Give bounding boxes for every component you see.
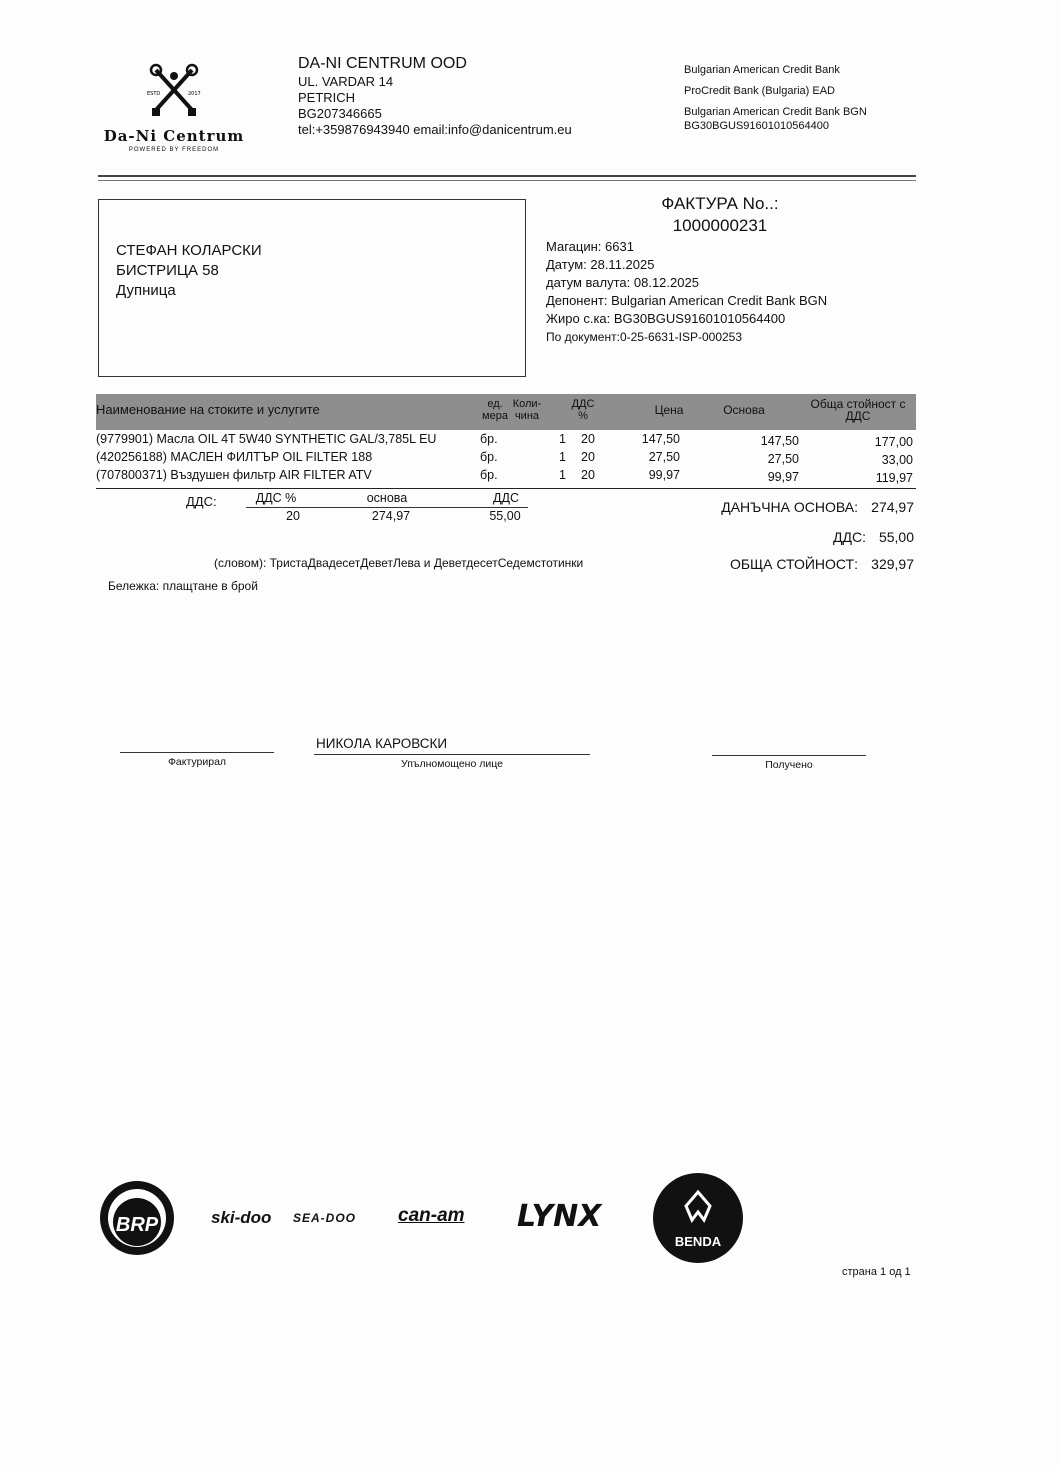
benda-emblem-icon	[652, 1172, 744, 1264]
company-street: UL. VARDAR 14	[298, 74, 394, 89]
authorized-line	[314, 754, 590, 755]
bank-iban: BG30BGUS91601010564400	[684, 120, 829, 132]
row-vat: 20	[581, 468, 595, 482]
company-city: PETRICH	[298, 90, 356, 105]
company-logo	[100, 62, 248, 166]
lynx-logo: LYNX	[517, 1199, 602, 1234]
invoice-depositor: Депонент: Bulgarian American Credit Bank BGN	[546, 293, 828, 308]
amount-in-words: (словом): ТристаДвадесетДеветЛева и ДеветдесетСедемстотинки	[214, 556, 584, 570]
company-details	[298, 56, 572, 138]
page-number: страна 1 од 1	[842, 1266, 911, 1278]
header-qty: Коли- чина	[512, 398, 542, 422]
bank-2: ProCredit Bank (Bulgaria) EAD	[684, 85, 836, 97]
vat-total-value: 55,00	[878, 529, 914, 545]
crossed-tools-icon	[144, 62, 204, 120]
row-price: 99,97	[648, 468, 680, 482]
invoice-title: ФАКТУРА No..:	[661, 194, 779, 213]
row-total: 33,00	[881, 453, 913, 467]
bank-3: Bulgarian American Credit Bank BGN	[684, 106, 867, 118]
payment-note: Бележка: плащтане в брой	[108, 579, 258, 593]
row-unit: бр.	[480, 450, 498, 464]
seadoo-logo: SEA-DOO	[293, 1211, 357, 1225]
vat-summary-vat: 55,00	[489, 509, 521, 523]
row-vat: 20	[581, 432, 595, 446]
vat-summary-vat-header: ДДС	[493, 491, 519, 505]
row-unit: бр.	[480, 432, 498, 446]
invoice-number: 1000000231	[672, 216, 768, 235]
canam-logo: can-am	[398, 1205, 465, 1226]
tax-base-value: 274,97	[871, 499, 914, 515]
skidoo-logo: ski-doo	[211, 1208, 272, 1227]
header-total: Обща стойност с ДДС	[810, 397, 906, 423]
bank-list	[684, 60, 867, 132]
issued-by-line	[120, 752, 274, 753]
header-name: Наименование на стоките и услугите	[96, 402, 320, 417]
received-line	[712, 755, 866, 756]
tax-base-label: ДАНЪЧНА ОСНОВА:	[721, 499, 858, 515]
invoice-value-date: датум валута: 08.12.2025	[546, 275, 699, 290]
authorized-label: Упълномощено лице	[401, 758, 503, 770]
authorized-name: НИКОЛА КАРОВСКИ	[316, 736, 448, 751]
logo-name: Da-Ni Centrum	[103, 127, 245, 145]
row-total: 119,97	[875, 471, 913, 485]
svg-text:BRP: BRP	[115, 1214, 159, 1236]
buyer-city: Дупница	[116, 282, 176, 299]
vat-summary-pct: 20	[286, 509, 300, 523]
logo-tagline: POWERED BY FREEDOM	[128, 147, 220, 153]
row-vat: 20	[581, 450, 595, 464]
vat-total-label: ДДС:	[833, 529, 866, 545]
header-price: Цена	[654, 403, 684, 417]
buyer-name: СТЕФАН КОЛАРСКИ	[116, 242, 262, 259]
vat-summary-base-header: основа	[366, 491, 408, 505]
row-name: (420256188) МАСЛЕН ФИЛТЪР OIL FILTER 188	[96, 450, 373, 464]
row-qty: 1	[559, 432, 566, 446]
invoice-date: Датум: 28.11.2025	[546, 257, 655, 272]
invoice-info	[546, 238, 827, 346]
header-divider-thin	[98, 180, 916, 181]
row-qty: 1	[559, 468, 566, 482]
received-label: Получено	[765, 759, 813, 771]
buyer-address: БИСТРИЦА 58	[116, 262, 219, 279]
issued-by-label: Фактурирал	[167, 756, 227, 768]
table-header	[96, 394, 916, 430]
vat-summary-pct-header: ДДС %	[255, 491, 297, 505]
row-name: (707800371) Въздушен фильтр AIR FILTER ATV	[96, 468, 372, 482]
grand-total-value: 329,97	[871, 556, 914, 572]
svg-text:BENDA: BENDA	[674, 1234, 722, 1249]
row-price: 147,50	[641, 432, 680, 446]
header-unit: ед. мера	[482, 398, 508, 422]
row-qty: 1	[559, 450, 566, 464]
brp-logo	[97, 1178, 177, 1258]
row-base: 99,97	[767, 470, 799, 484]
buyer-details	[116, 241, 262, 301]
bank-1: Bulgarian American Credit Bank	[684, 64, 840, 76]
table-row	[96, 450, 916, 469]
company-vat-id: BG207346665	[298, 106, 382, 121]
row-unit: бр.	[480, 468, 498, 482]
vat-summary-label: ДДС:	[186, 494, 217, 509]
row-base: 147,50	[760, 434, 799, 448]
invoice-document: По документ:0-25-6631-ISP-000253	[546, 330, 743, 344]
row-price: 27,50	[648, 450, 680, 464]
brp-gear-icon	[97, 1178, 177, 1258]
company-name: DA-NI CENTRUM OOD	[298, 55, 467, 72]
row-base: 27,50	[767, 452, 799, 466]
vat-summary-rule	[246, 507, 528, 508]
invoice-store: Магацин: 6631	[546, 239, 634, 254]
table-bottom-rule	[96, 488, 916, 489]
header-divider	[98, 175, 916, 177]
invoice-account: Жиро с.ка: BG30BGUS91601010564400	[546, 311, 786, 326]
vat-summary-base: 274,97	[371, 509, 411, 523]
company-contact: tel:+359876943940 email:info@danicentrum.eu	[298, 122, 572, 137]
benda-logo	[652, 1172, 744, 1264]
row-name: (9779901) Масла OIL 4T 5W40 SYNTHETIC GAL/3,785L EU	[96, 432, 437, 446]
invoice-title-block	[640, 193, 800, 237]
table-row	[96, 432, 916, 451]
table-row	[96, 468, 916, 487]
row-total: 177,00	[874, 435, 913, 449]
grand-total-label: ОБЩА СТОЙНОСТ:	[729, 556, 858, 572]
header-vat: ДДС %	[571, 398, 595, 422]
svg-text:ESTD: ESTD	[147, 91, 161, 97]
header-base: Основа	[723, 403, 765, 417]
svg-text:2017: 2017	[188, 91, 201, 97]
